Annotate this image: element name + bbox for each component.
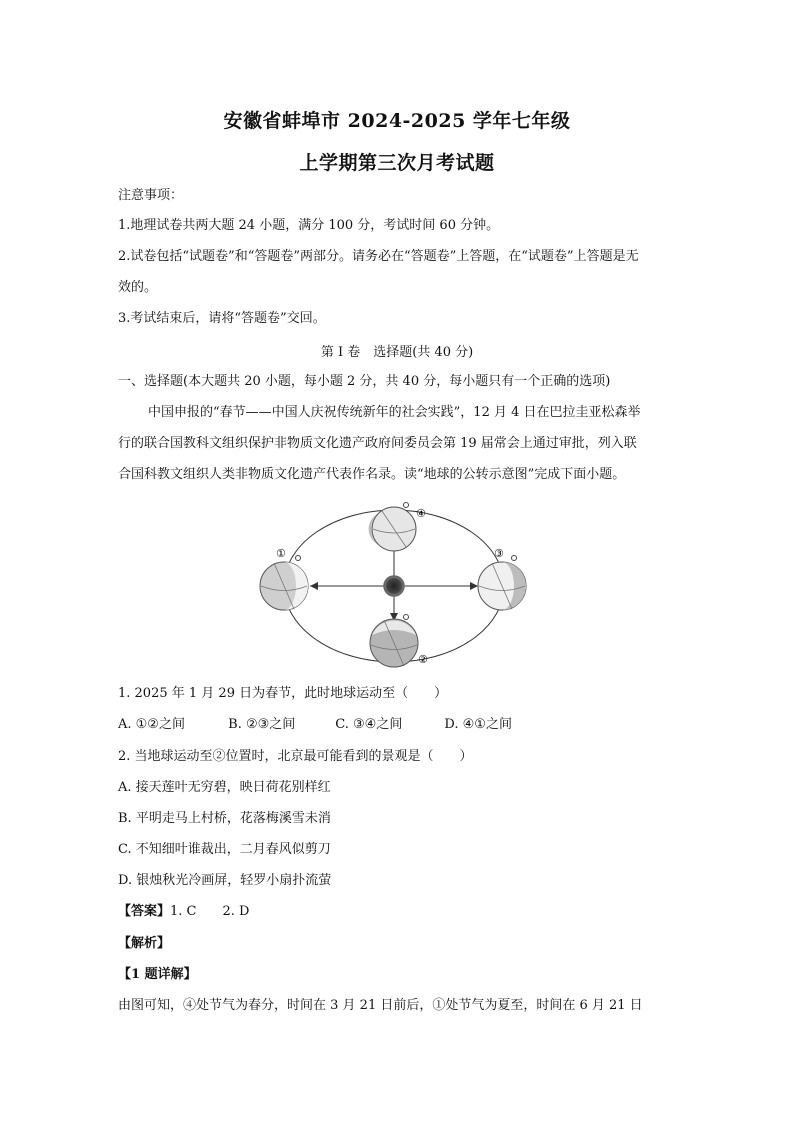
passage-line-3: 合国科教文组织人类非物质文化遗产代表作名录。读“地球的公转示意图”完成下面小题。 — [118, 467, 626, 482]
q1-option-d[interactable]: D. ④①之间 — [444, 717, 512, 732]
q1-stem: 1. 2025 年 1 月 29 日为春节，此时地球运动至（ ） — [118, 686, 448, 701]
label-position-4: ④ — [416, 507, 426, 520]
q1-options — [118, 715, 678, 735]
earth-position-3 — [478, 556, 526, 611]
earth-revolution-diagram — [250, 495, 540, 673]
doc-title-line2: 上学期第三次月考试题 — [299, 152, 495, 174]
notice-item-2a: 2.试卷包括“试题卷”和“答题卷”两部分。请务必在“答题卷”上答题，在“试题卷”上答题是无 — [118, 249, 639, 264]
sun-icon — [384, 576, 404, 596]
notice-heading: 注意事项： — [118, 188, 184, 203]
detail-text: 由图可知，④处节气为春分，时间在 3 月 21 日前后，①处节气为夏至，时间在 6 月 21 日 — [118, 998, 643, 1013]
answer-row — [118, 902, 678, 922]
q2-option-a[interactable]: A. 接天莲叶无穷碧，映日荷花别样红 — [118, 780, 331, 795]
label-position-1: ① — [276, 547, 286, 560]
earth-position-2 — [370, 615, 418, 668]
doc-title-line1: 安徽省蚌埠市 2024-2025 学年七年级 — [223, 110, 571, 132]
label-position-3: ③ — [494, 547, 504, 560]
q1-option-b[interactable]: B. ②③之间 — [228, 717, 296, 732]
answer-label: 【答案】 — [118, 904, 171, 919]
passage-line-2: 行的联合国教科文组织保护非物质文化遗产政府间委员会第 19 届常会上通过审批，列入联 — [118, 436, 637, 451]
passage-line-1: 中国申报的“春节——中国人庆祝传统新年的社会实践”，12 月 4 日在巴拉圭亚松森举 — [148, 405, 641, 420]
notice-item-2b: 效的。 — [118, 280, 158, 295]
notice-item-3: 3.考试结束后，请将“答题卷”交回。 — [118, 311, 326, 326]
notice-item-1: 1.地理试卷共两大题 24 小题，满分 100 分，考试时间 60 分钟。 — [118, 218, 500, 233]
part-heading: 一、选择题(本大题共 20 小题，每小题 2 分，共 40 分，每小题只有一个正确的选项) — [118, 374, 611, 389]
detail-title: 【1 题详解】 — [118, 967, 197, 982]
analysis-label: 【解析】 — [118, 936, 171, 951]
q2-stem: 2. 当地球运动至②位置时，北京最可能看到的景观是（ ） — [118, 749, 473, 764]
q1-option-c[interactable]: C. ③④之间 — [335, 717, 403, 732]
q2-option-d[interactable]: D. 银烛秋光冷画屏，轻罗小扇扑流萤 — [118, 873, 332, 888]
label-position-2: ② — [418, 653, 428, 666]
answer-value: 1. C 2. D — [170, 904, 250, 919]
q1-option-a[interactable]: A. ①②之间 — [118, 717, 185, 732]
volume-heading: 第 I 卷 选择题(共 40 分) — [320, 345, 474, 360]
earth-position-1 — [260, 556, 308, 611]
earth-position-4 — [369, 503, 416, 552]
q2-option-c[interactable]: C. 不知细叶谁裁出，二月春风似剪刀 — [118, 842, 331, 857]
q2-option-b[interactable]: B. 平明走马上村桥，花落梅溪雪未消 — [118, 811, 331, 826]
